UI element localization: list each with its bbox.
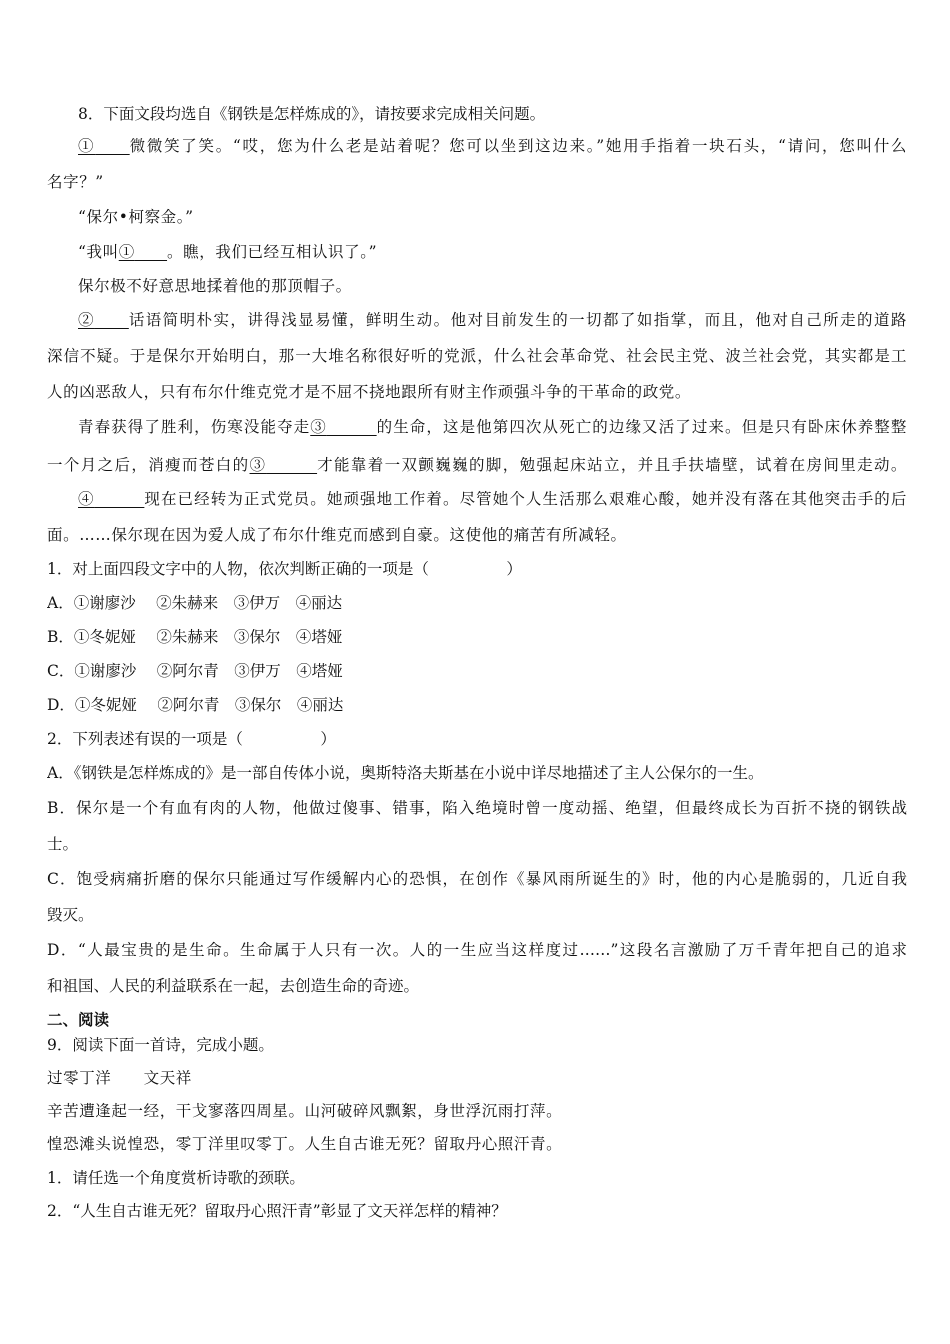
q8-sub2-stem: 2．下列表述有误的一项是（ ） (47, 730, 336, 748)
q8-sub2-option-d-line-1: D．“人最宝贵的是生命。生命属于人只有一次。人的一生应当这样度过……”这段名言激励了万千青年把自己的追求 (47, 941, 907, 959)
q8-paragraph-1-line-2: 名字？” (47, 173, 104, 191)
blank-3: ③ (310, 418, 327, 436)
poem-title: 过零丁洋 文天祥 (47, 1069, 192, 1087)
section-heading: 二、阅读 (47, 1010, 110, 1029)
q9-intro: 9．阅读下面一首诗，完成小题。 (47, 1036, 274, 1054)
q8-paragraph-3: “我叫① 。瞧，我们已经互相认识了。” (78, 243, 378, 261)
q8-sub1-stem: 1．对上面四段文字中的人物，依次判断正确的一项是（ ） (47, 560, 522, 578)
q8-paragraph-7-line-2: 面。……保尔现在因为爱人成了布尔什维克而感到自豪。这使他的痛苦有所减轻。 (47, 526, 627, 544)
blank-2: ② (78, 311, 95, 329)
q8-paragraph-6-line-1: 青春获得了胜利，伤寒没能夺走③ 的生命，这是他第四次从死亡的边缘又活了过来。但是只有卧床休养整整 (78, 418, 907, 436)
q8-sub2-option-c-line-2: 毁灭。 (47, 906, 94, 924)
q8-paragraph-6-line-2: 一个月之后，消瘦而苍白的③ 才能靠着一双颤巍巍的脚，勉强起床站立，并且手扶墙壁，试着在房间里走动。 (47, 456, 907, 474)
q8-sub2-option-b-line-2: 士。 (47, 835, 79, 853)
poem-line-1: 辛苦遭逢起一经，干戈寥落四周星。山河破碎风飘絮，身世浮沉雨打萍。 (47, 1102, 563, 1120)
q8-paragraph-5-line-2: 深信不疑。于是保尔开始明白，那一大堆名称很好听的党派，什么社会革命党、社会民主党、波兰社会党，其实都是工 (47, 347, 907, 365)
blank-1: ① (78, 137, 96, 155)
blank-4: ④ (78, 490, 95, 508)
q8-sub1-option-c: C．①谢廖沙 ②阿尔青 ③伊万 ④塔娅 (47, 662, 343, 680)
poem-line-2: 惶恐滩头说惶恐，零丁洋里叹零丁。人生自古谁无死？留取丹心照汗青。 (47, 1135, 563, 1153)
q8-intro: 8．下面文段均选自《钢铁是怎样炼成的》，请按要求完成相关问题。 (78, 105, 546, 123)
q8-sub2-option-c-line-1: C．饱受病痛折磨的保尔只能通过写作缓解内心的恐惧，在创作《暴风雨所诞生的》时，他的内心是脆弱的，几近自我 (47, 870, 907, 888)
q8-paragraph-7-line-1: ④ 现在已经转为正式党员。她顽强地工作着。尽管她个人生活那么艰难心酸，她并没有落在其他突击手的后 (78, 490, 907, 508)
q8-sub2-option-b-line-1: B．保尔是一个有血有肉的人物，他做过傻事、错事，陷入绝境时曾一度动摇、绝望，但最终成长为百折不挠的钢铁战 (47, 799, 907, 817)
q9-sub1: 1．请任选一个角度赏析诗歌的颈联。 (47, 1169, 305, 1187)
q8-paragraph-1-line-1: ① 微微笑了笑。“哎，您为什么老是站着呢？您可以坐到这边来。”她用手指着一块石头，“请问，您叫什么 (78, 137, 907, 155)
q8-paragraph-2: “保尔•柯察金。” (78, 208, 194, 226)
q8-sub2-option-d-line-2: 和祖国、人民的利益联系在一起，去创造生命的奇迹。 (47, 977, 420, 995)
blank-1-inline: ① (118, 243, 135, 261)
q8-sub1-option-a: A．①谢廖沙 ②朱赫来 ③伊万 ④丽达 (47, 594, 343, 612)
q8-paragraph-5-line-3: 人的凶恶敌人，只有布尔什维克党才是不屈不挠地跟所有财主作顽强斗争的干革命的政党。 (47, 383, 692, 401)
q8-paragraph-4: 保尔极不好意思地揉着他的那顶帽子。 (78, 277, 352, 295)
q8-paragraph-5-line-1: ② 话语简明朴实，讲得浅显易懂，鲜明生动。他对目前发生的一切都了如指掌，而且，他对自己所走的道路 (78, 311, 907, 329)
q8-sub2-option-a: A．《钢铁是怎样炼成的》是一部自传体小说，奥斯特洛夫斯基在小说中详尽地描述了主人公保尔的一生。 (47, 764, 764, 782)
q9-sub2: 2．“人生自古谁无死？留取丹心照汗青”彰显了文天祥怎样的精神？ (47, 1202, 507, 1220)
q8-sub1-option-d: D．①冬妮娅 ②阿尔青 ③保尔 ④丽达 (47, 696, 344, 714)
blank-3-inline: ③ (249, 456, 267, 474)
q8-sub1-option-b: B．①冬妮娅 ②朱赫来 ③保尔 ④塔娅 (47, 628, 343, 646)
